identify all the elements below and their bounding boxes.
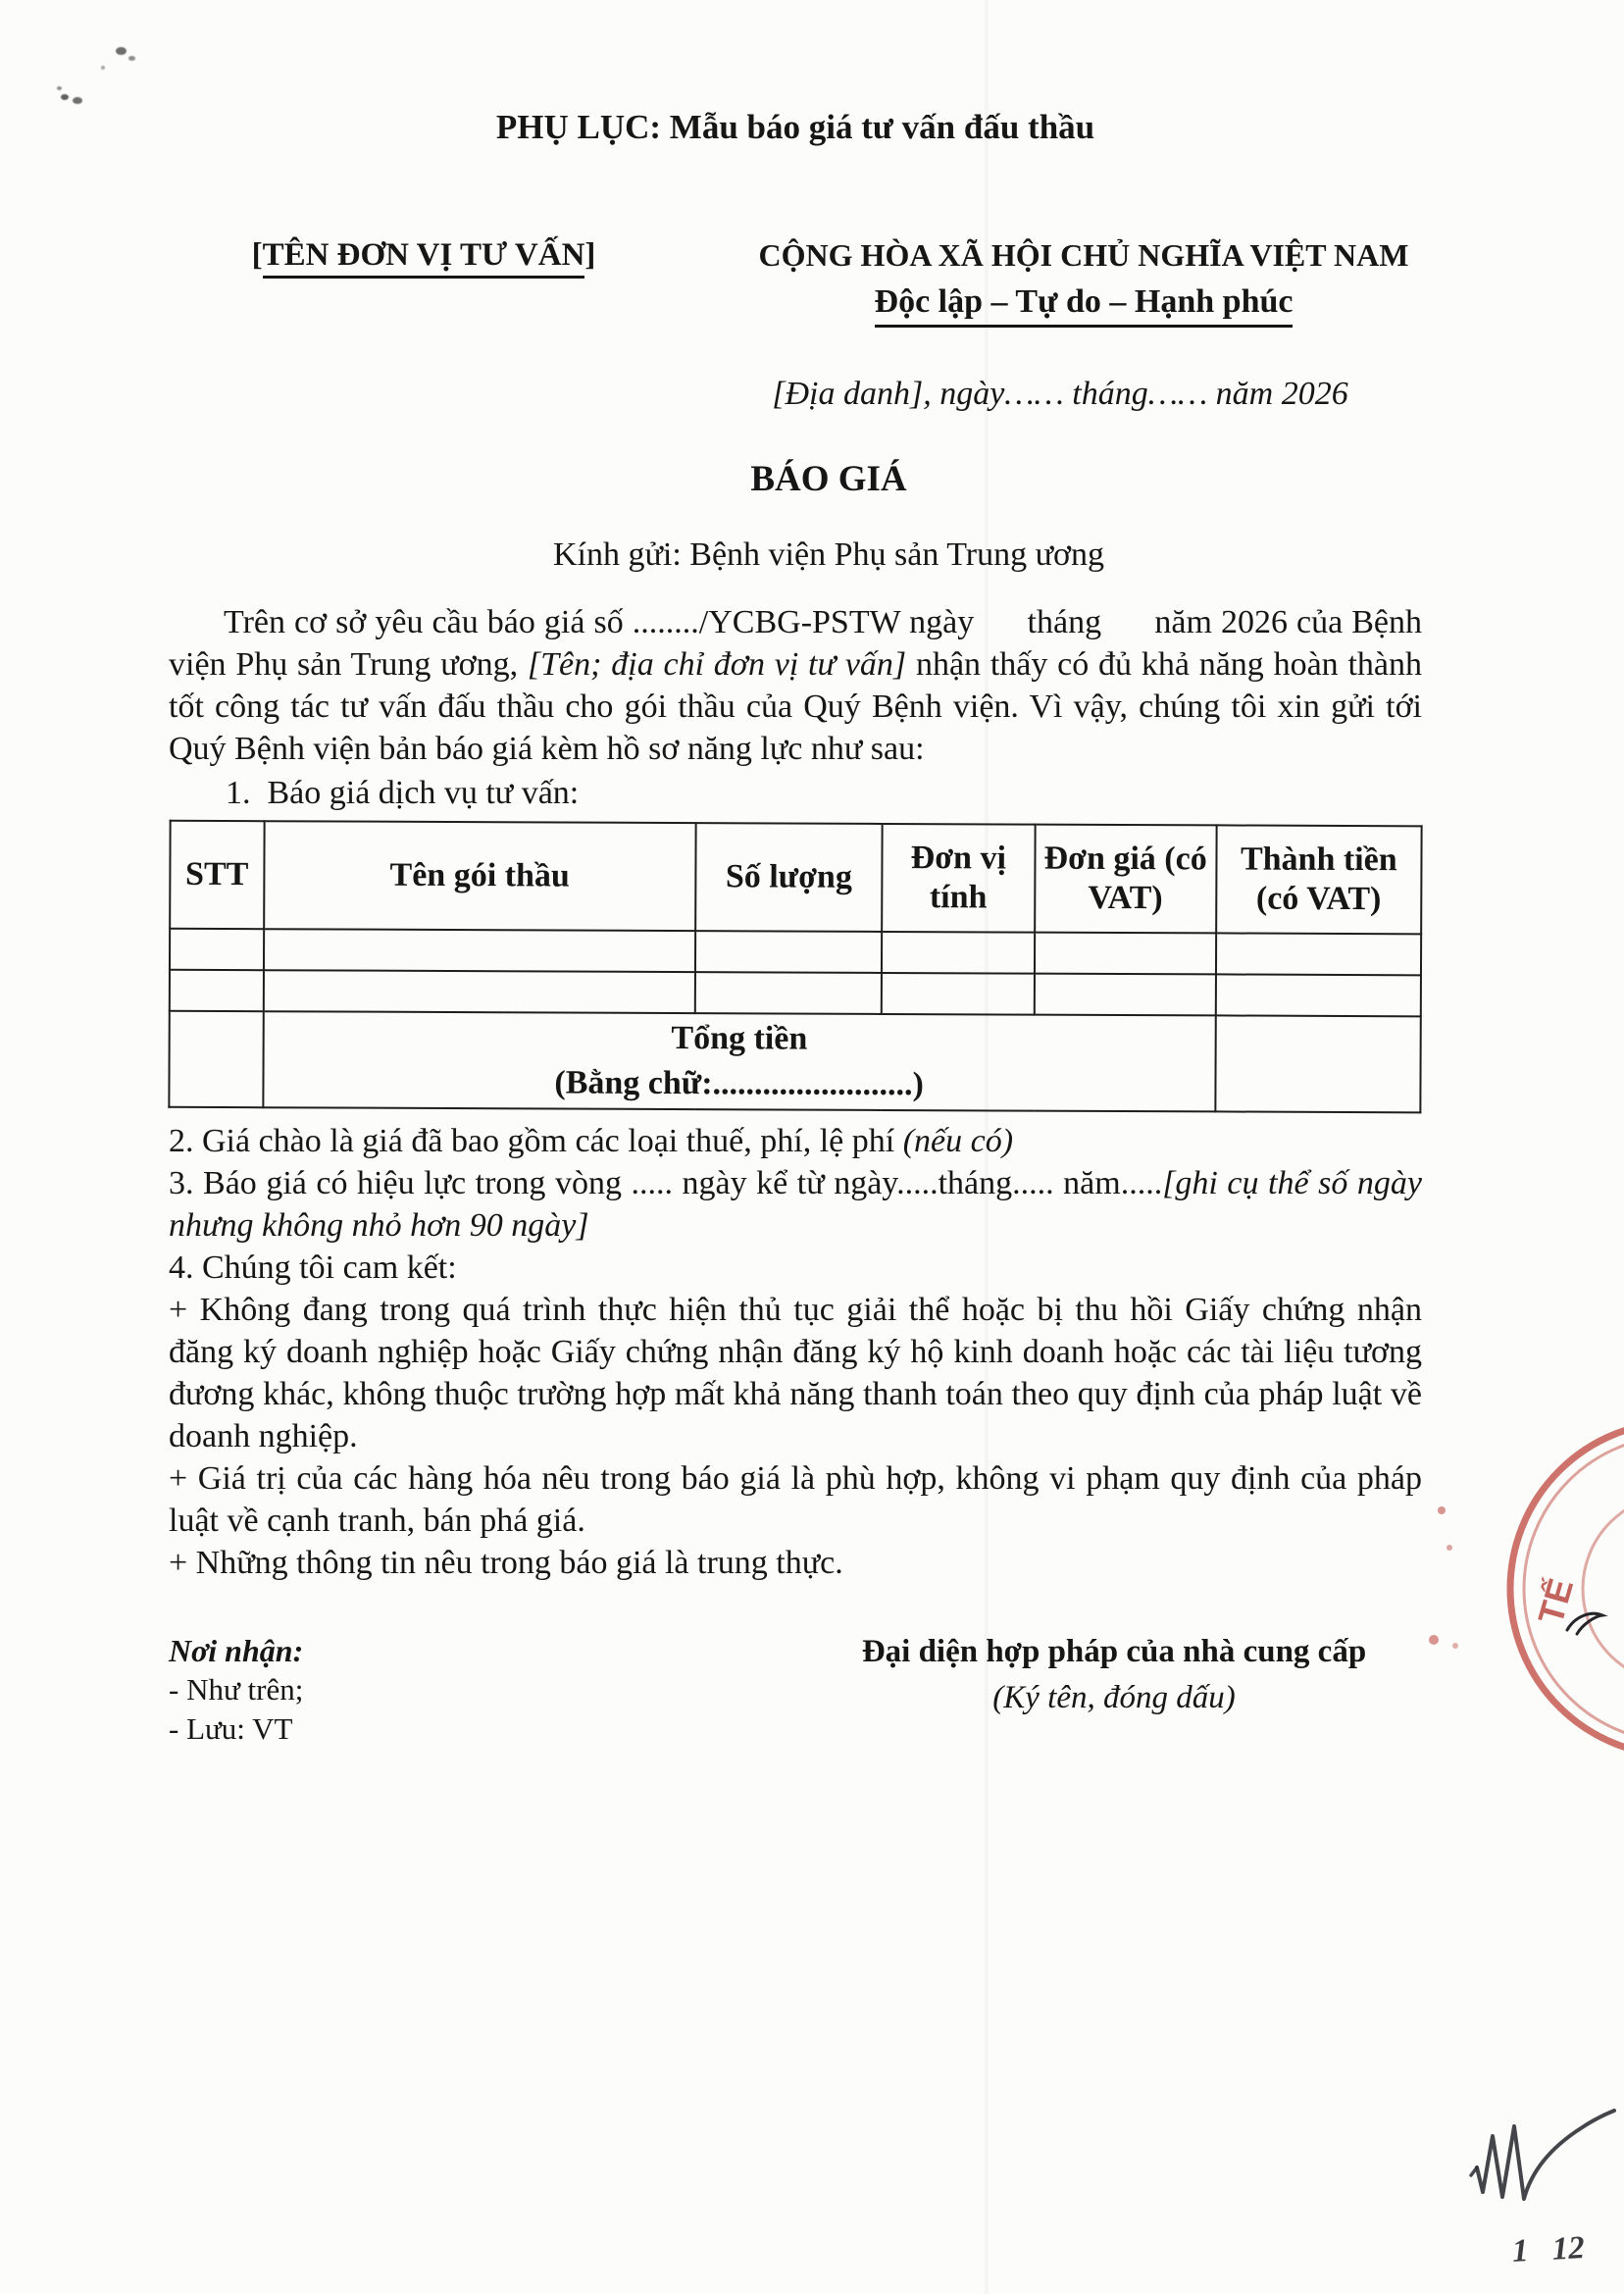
total-label: Tổng tiền <box>671 1020 808 1057</box>
signature-block <box>790 1631 1438 1749</box>
recipient-line: Kính gửi: Bệnh viện Phụ sản Trung ương <box>552 536 1105 573</box>
total-cell <box>263 1011 1215 1111</box>
ink-smudge <box>61 94 69 100</box>
col-header-stt: STT <box>170 821 264 929</box>
signer-title: Đại diện hợp pháp của nhà cung cấp <box>861 1634 1367 1669</box>
ink-smudge <box>116 47 127 55</box>
stamp-graphic <box>1410 1401 1624 1783</box>
table-empty-cell <box>169 1011 263 1107</box>
national-heading <box>745 234 1422 415</box>
stamp-text: TẾ <box>1530 1573 1582 1629</box>
table-empty-row <box>170 970 1421 1017</box>
col-header-don-gia: Đơn giá (có VAT) <box>1035 825 1216 934</box>
table-empty-cell <box>1215 1015 1421 1112</box>
handwritten-signature <box>1463 2099 1624 2217</box>
org-name-text: TÊN ĐƠN VỊ TƯ VẤN <box>263 237 585 279</box>
appendix-title: PHỤ LỤC: Mẫu báo giá tư vấn đấu thầu <box>495 108 1095 146</box>
table-empty-cell <box>170 929 264 970</box>
signer-note: (Ký tên, đóng dấu) <box>992 1680 1236 1715</box>
national-title: CỘNG HÒA XÃ HỘI CHỦ NGHĨA VIỆT NAM <box>758 237 1409 273</box>
clause-3-text: 3. Báo giá có hiệu lực trong vòng ..... ngày kể từ ngày.....tháng..... năm..... <box>169 1165 1163 1201</box>
place-date-line: [Địa danh], ngày…… tháng…… năm 2026 <box>772 376 1348 412</box>
table-empty-cell <box>1216 933 1421 975</box>
recipients-item: - Lưu: VT <box>169 1711 293 1746</box>
national-motto-text: Độc lập – Tự do – Hạnh phúc <box>875 280 1294 328</box>
org-bracket-open: [ <box>251 237 263 273</box>
table-empty-cell <box>1216 974 1421 1016</box>
table-empty-cell <box>695 972 882 1014</box>
commitment-item: + Giá trị của các hàng hóa nêu trong báo giá là phù hợp, không vi phạm quy định của pháp luật về cạnh tranh, bán phá giá. <box>169 1460 1422 1539</box>
clauses <box>169 1120 1422 1584</box>
ink-smudge <box>73 97 82 104</box>
table-empty-cell <box>882 973 1035 1015</box>
clause-2-note: (nếu có) <box>902 1123 1014 1159</box>
table-empty-row <box>170 929 1421 976</box>
section1-label: 1. Báo giá dịch vụ tư vấn: <box>226 775 580 811</box>
clause-4-title: 4. Chúng tôi cam kết: <box>169 1249 457 1286</box>
total-in-words-label: (Bằng chữ:........................) <box>554 1064 924 1103</box>
national-motto <box>745 280 1422 328</box>
table-empty-cell <box>882 932 1035 974</box>
clause-3 <box>169 1162 1422 1247</box>
recipients-item: - Như trên; <box>169 1672 304 1707</box>
intro-placeholder: [Tên; địa chỉ đơn vị tư vấn] <box>527 646 907 683</box>
ink-smudge <box>101 66 105 70</box>
table-empty-cell <box>264 929 695 972</box>
recipients-block <box>169 1631 303 1749</box>
document-body <box>169 106 1422 1749</box>
document-title: BÁO GIÁ <box>750 459 907 499</box>
table-total-row <box>169 1011 1420 1113</box>
intro-lead: Trên cơ sở yêu cầu báo giá số ......../YCBG-PSTW ngày tháng năm 2026 của Bệnh viện Phụ sản Trung ương, <box>169 604 1422 683</box>
intro-paragraph <box>169 601 1422 770</box>
org-bracket-close: ] <box>584 237 596 273</box>
table-empty-cell <box>170 970 264 1011</box>
ink-smudge <box>57 86 62 90</box>
table-empty-cell <box>1035 933 1216 975</box>
document-footer <box>169 1631 1422 1749</box>
org-name-placeholder <box>169 234 679 415</box>
clause-2-text: 2. Giá chào là giá đã bao gồm các loại thuế, phí, lệ phí <box>169 1123 903 1159</box>
signature-graphic <box>1463 2099 1624 2217</box>
intro-tail: nhận thấy có đủ khả năng hoàn thành tốt công tác tư vấn đấu thầu cho gói thầu của Quý Bệnh viện. Vì vậy, chúng tôi xin gửi tới Quý Bệnh viện bản báo giá kèm hồ sơ năng lực như sau: <box>169 646 1422 767</box>
table-empty-cell <box>263 970 694 1013</box>
commitment-item: + Không đang trong quá trình thực hiện thủ tục giải thể hoặc bị thu hồi Giấy chứng nhận đăng ký doanh nghiệp hoặc Giấy chứng nhận đăng ký hộ kinh doanh hoặc các tài liệu tương đương khác, không thuộc trường hợp mất khả năng thanh toán theo quy định của pháp luật về doanh nghiệp. <box>169 1292 1422 1454</box>
col-header-thanh-tien: Thành tiền (có VAT) <box>1216 825 1422 934</box>
table-empty-cell <box>695 931 882 973</box>
pen-mark <box>1567 1613 1602 1634</box>
col-header-so-luong: Số lượng <box>695 823 883 932</box>
table-empty-cell <box>1034 974 1215 1016</box>
ink-smudge <box>128 56 135 61</box>
recipients-title: Nơi nhận: <box>169 1633 304 1668</box>
quotation-table <box>168 820 1422 1114</box>
commitment-item: + Những thông tin nêu trong báo giá là trung thực. <box>169 1545 843 1581</box>
clause-2 <box>169 1120 1422 1162</box>
col-header-ten-goi-thau: Tên gói thầu <box>264 821 696 931</box>
letterhead <box>169 234 1422 415</box>
col-header-don-vi-tinh: Đơn vị tính <box>882 824 1035 933</box>
table-header-row <box>170 821 1421 935</box>
handwritten-page-number: 1 12 <box>1511 2230 1586 2269</box>
clause-3-note: [ghi cụ thể số ngày nhưng không nhỏ hơn 90 ngày] <box>169 1165 1422 1244</box>
red-stamp-partial <box>1410 1401 1624 1783</box>
